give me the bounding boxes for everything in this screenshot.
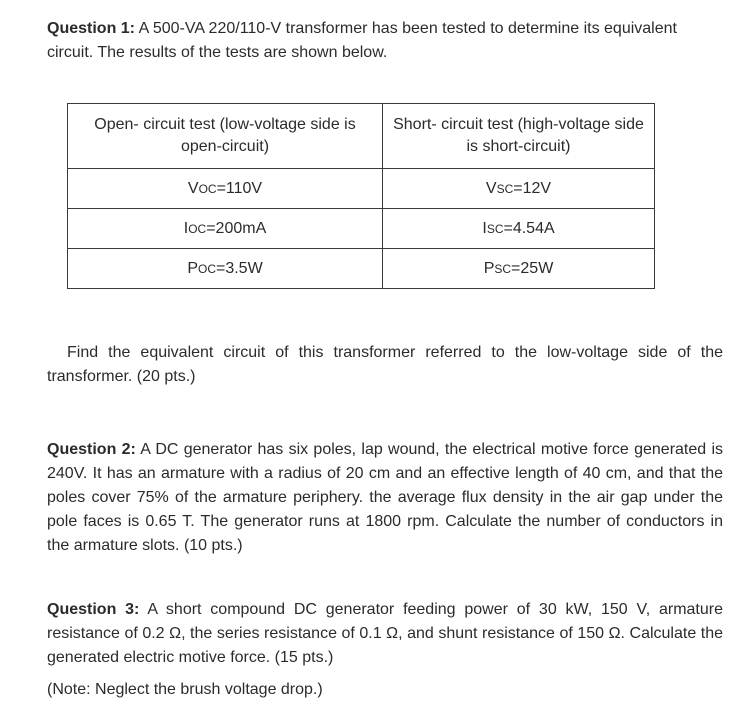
question-3 xyxy=(47,598,723,670)
question-2 xyxy=(47,438,723,558)
question-1-text: A 500-VA 220/110-V transformer has been tested to determine its equivalent circuit. The results of the tests are shown below. xyxy=(47,20,677,61)
open-circuit-voltage: VOC=110V xyxy=(68,169,383,209)
question-1-label: Question 1: xyxy=(47,20,136,37)
question-1-find: Find the equivalent circuit of this transformer referred to the low-voltage side of the transformer. (20 pts.) xyxy=(47,344,723,385)
open-circuit-header: Open- circuit test (low-voltage side is open-circuit) xyxy=(68,104,383,169)
short-circuit-current: ISC=4.54A xyxy=(383,209,655,249)
open-circuit-current: IOC=200mA xyxy=(68,209,383,249)
question-3-text: A short compound DC generator feeding power of 30 kW, 150 V, armature resistance of 0.2 Ω, the series resistance of 0.1 Ω, and shunt resistance of 150 Ω. Calculate the generated electric motive force. (15 pts.) xyxy=(47,601,724,666)
short-circuit-header: Short- circuit test (high-voltage side is short-circuit) xyxy=(383,104,655,169)
table-row xyxy=(68,209,655,249)
table-row xyxy=(68,249,655,289)
open-circuit-power: POC=3.5W xyxy=(68,249,383,289)
short-circuit-power: PSC=25W xyxy=(383,249,655,289)
short-circuit-voltage: VSC=12V xyxy=(383,169,655,209)
table-header-row xyxy=(68,104,655,169)
table-row xyxy=(68,169,655,209)
test-results-table xyxy=(67,103,655,289)
question-2-text: A DC generator has six poles, lap wound, the electrical motive force generated is 240V. It has an armature with a radius of 20 cm and an effective length of 40 cm, and that the poles cover 75% of the armature periphery. the average flux density in the air gap under the pole faces is 0.65 T. The generator runs at 1800 rpm. Calculate the number of conductors in the armature slots. (10 pts.) xyxy=(47,441,724,554)
question-1-intro xyxy=(47,17,723,65)
question-3-label: Question 3: xyxy=(47,601,140,618)
question-2-label: Question 2: xyxy=(47,441,136,458)
question-3-note: (Note: Neglect the brush voltage drop.) xyxy=(47,681,323,698)
